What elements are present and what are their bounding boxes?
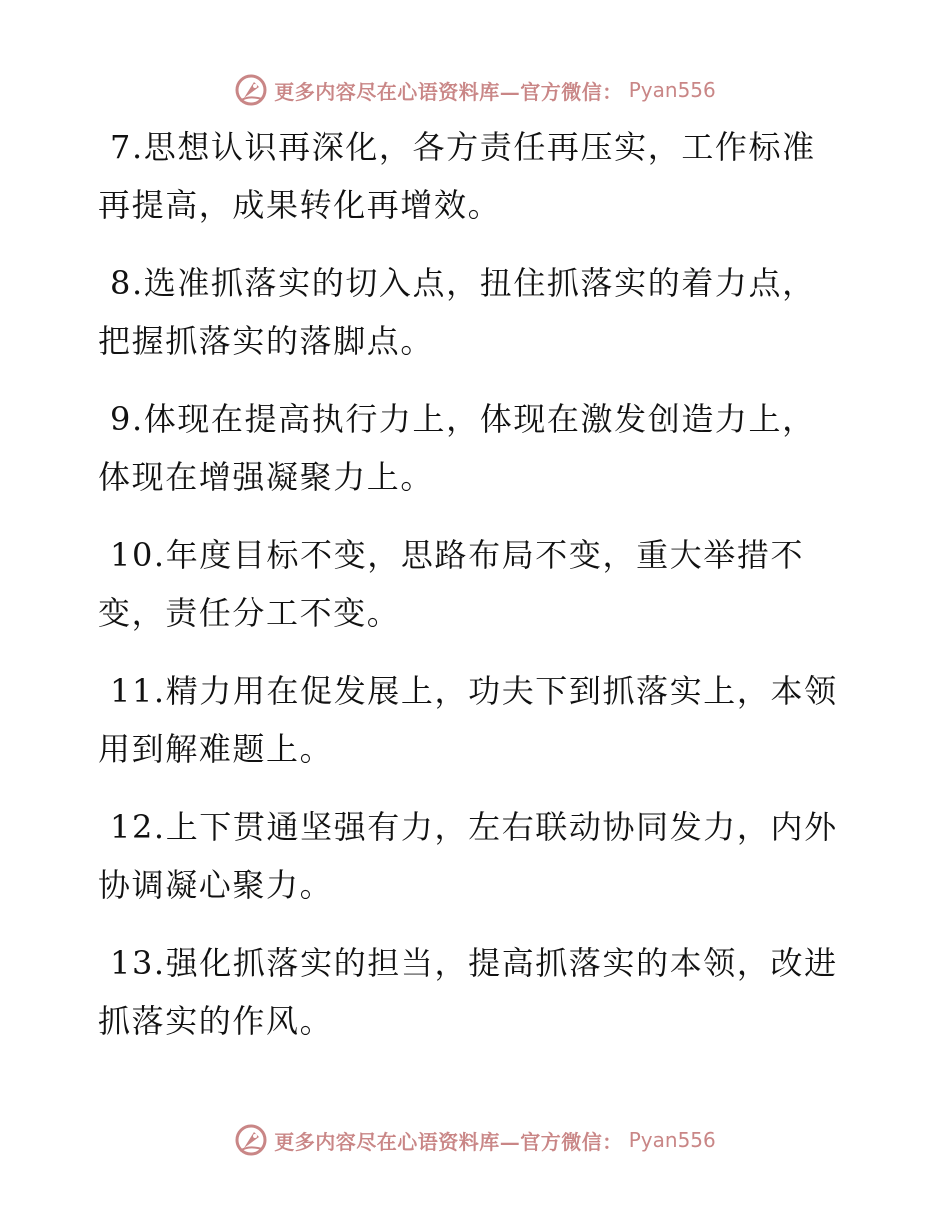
pen-nib-logo-icon [234,1123,268,1157]
list-item: 7.思想认识再深化，各方责任再压实，工作标准再提高，成果转化再增效。 [98,128,816,224]
header-watermark [0,70,950,110]
list-item: 8.选准抓落实的切入点，扭住抓落实的着力点，把握抓落实的落脚点。 [98,264,816,360]
list-item: 11.精力用在促发展上，功夫下到抓落实上，本领用到解难题上。 [98,672,838,768]
list-item: 9.体现在提高执行力上，体现在激发创造力上，体现在增强凝聚力上。 [98,400,816,496]
list-item: 10.年度目标不变，思路布局不变，重大举措不变，责任分工不变。 [98,536,805,632]
list-item: 13.强化抓落实的担当，提高抓落实的本领，改进抓落实的作风。 [98,944,838,1040]
footer-watermark [0,1120,950,1160]
document-body [98,118,848,1070]
watermark-text: 更多内容尽在心语资料库—官方微信： [274,1129,623,1154]
watermark-wechat-id: Pyan556 [628,1128,716,1152]
pen-nib-logo-icon [234,73,268,107]
list-item: 12.上下贯通坚强有力，左右联动协同发力，内外协调凝心聚力。 [98,808,838,904]
watermark-text: 更多内容尽在心语资料库—官方微信： [274,79,623,104]
watermark-wechat-id: Pyan556 [628,78,716,102]
